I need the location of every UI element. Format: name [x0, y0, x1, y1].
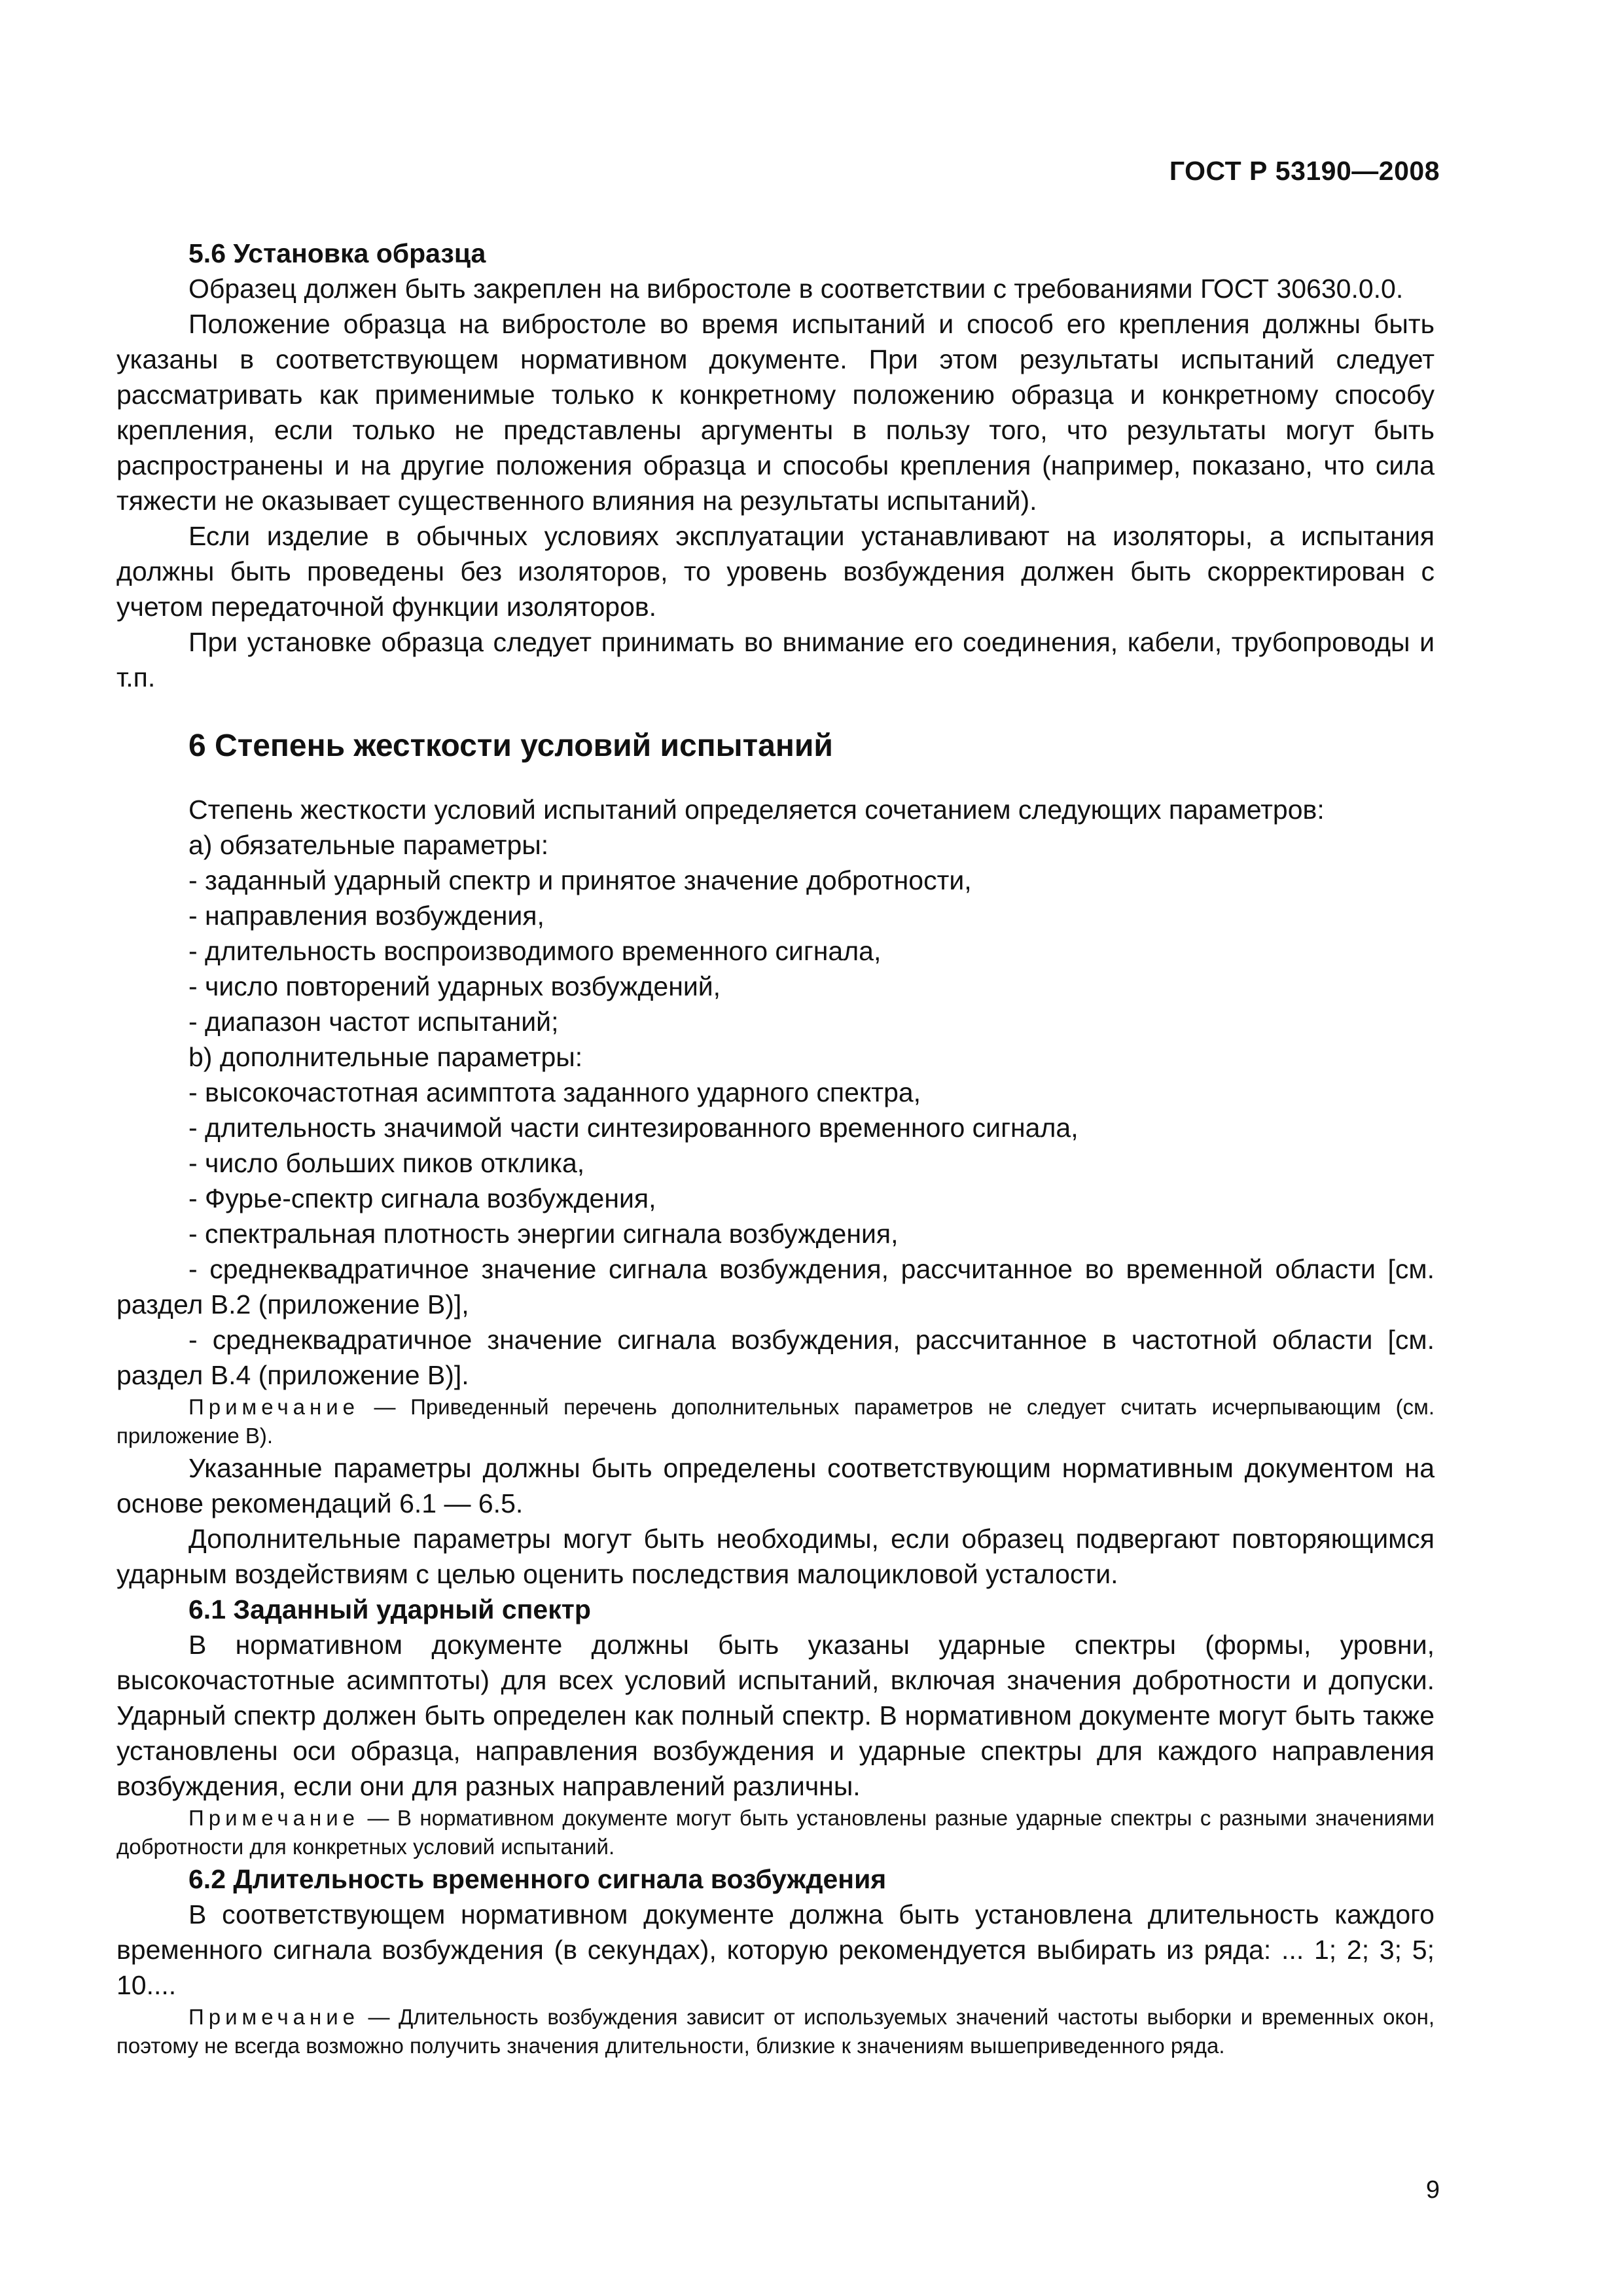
list-item: - Фурье-спектр сигнала возбуждения, — [188, 1183, 656, 1213]
note-text: — Приведенный перечень дополнительных параметров не следует считать исчерпывающим (см. приложение В). — [116, 1395, 1435, 1448]
note-text: — В нормативном документе могут быть установлены разные ударные спектры с разными значениями добротности для конкретных условий испытаний. — [116, 1806, 1435, 1859]
paragraph: При установке образца следует принимать во внимание его соединения, кабели, трубопроводы и т.п. — [116, 627, 1435, 692]
page-content — [116, 236, 1435, 2060]
section-6-title: 6 Степень жесткости условий испытаний — [188, 728, 833, 763]
paragraph: Положение образца на вибростоле во время испытаний и способ его крепления должны быть указаны в соответствующем нормативном документе. При этом результаты испытаний следует рассматривать как применимые только к конкретному положению образца и конкретному способу крепления, если только не представлены аргументы в пользу того, что результаты могут быть распространены и на другие положения образца и способы крепления (например, показано, что сила тяжести не оказывает существенного влияния на результаты испытаний). — [116, 309, 1435, 516]
list-item: - длительность воспроизводимого временного сигнала, — [188, 936, 882, 966]
note — [116, 1393, 1435, 1450]
note-label: Примечание — [188, 2005, 360, 2029]
paragraph: В соответствующем нормативном документе должна быть установлена длительность каждого временного сигнала возбуждения (в секундах), которую рекомендуется выбирать из ряда: ... 1; 2; 3; 5; 10.... — [116, 1899, 1435, 2000]
paragraph: Дополнительные параметры могут быть необходимы, если образец подвергают повторяющимся ударным воздействиям с целью оценить последствия малоцикловой усталости. — [116, 1524, 1435, 1589]
section-5-6-title: 5.6 Установка образца — [188, 238, 486, 268]
note-label: Примечание — [188, 1395, 360, 1419]
list-label-b: b) дополнительные параметры: — [188, 1042, 583, 1072]
list-item: - диапазон частот испытаний; — [188, 1007, 559, 1037]
paragraph: Образец должен быть закреплен на вибростоле в соответствии с требованиями ГОСТ 30630.0.0. — [188, 274, 1404, 304]
document-header: ГОСТ Р 53190—2008 — [1169, 156, 1440, 186]
list-item: - число повторений ударных возбуждений, — [188, 971, 721, 1001]
list-label-a: a) обязательные параметры: — [188, 830, 549, 860]
note-label: Примечание — [188, 1806, 360, 1830]
list-item: - спектральная плотность энергии сигнала возбуждения, — [188, 1219, 899, 1249]
paragraph: Степень жесткости условий испытаний определяется сочетанием следующих параметров: — [188, 795, 1325, 825]
section-6-1-title: 6.1 Заданный ударный спектр — [188, 1594, 591, 1624]
list-item: - заданный ударный спектр и принятое значение добротности, — [188, 865, 972, 895]
list-item: - высокочастотная асимптота заданного ударного спектра, — [188, 1077, 921, 1107]
note — [116, 1804, 1435, 1861]
list-item: - среднеквадратичное значение сигнала возбуждения, рассчитанное в частотной области [см. раздел В.4 (приложение В)]. — [116, 1325, 1435, 1390]
paragraph: Указанные параметры должны быть определены соответствующим нормативным документом на основе рекомендаций 6.1 — 6.5. — [116, 1453, 1435, 1518]
list-item: - длительность значимой части синтезированного временного сигнала, — [188, 1113, 1079, 1143]
paragraph: Если изделие в обычных условиях эксплуатации устанавливают на изоляторы, а испытания должны быть проведены без изоляторов, то уровень возбуждения должен быть скорректирован с учетом передаточной функции изоляторов. — [116, 521, 1435, 622]
page-number: 9 — [1425, 2176, 1440, 2204]
list-item: - направления возбуждения, — [188, 901, 544, 931]
note — [116, 2003, 1435, 2060]
note-text: — Длительность возбуждения зависит от используемых значений частоты выборки и временных окон, поэтому не всегда возможно получить значения длительности, близкие к значениям вышеприведенного ряда. — [116, 2005, 1435, 2058]
section-6-2-title: 6.2 Длительность временного сигнала возбуждения — [188, 1864, 887, 1894]
list-item: - число больших пиков отклика, — [188, 1148, 585, 1178]
list-item: - среднеквадратичное значение сигнала возбуждения, рассчитанное во временной области [см. раздел В.2 (приложение В)], — [116, 1254, 1435, 1319]
paragraph: В нормативном документе должны быть указаны ударные спектры (формы, уровни, высокочастотные асимптоты) для всех условий испытаний, включая значения добротности и допуски. Ударный спектр должен быть определен как полный спектр. В нормативном документе могут быть также установлены оси образца, направления возбуждения и ударные спектры для каждого направления возбуждения, если они для разных направлений различны. — [116, 1630, 1435, 1801]
